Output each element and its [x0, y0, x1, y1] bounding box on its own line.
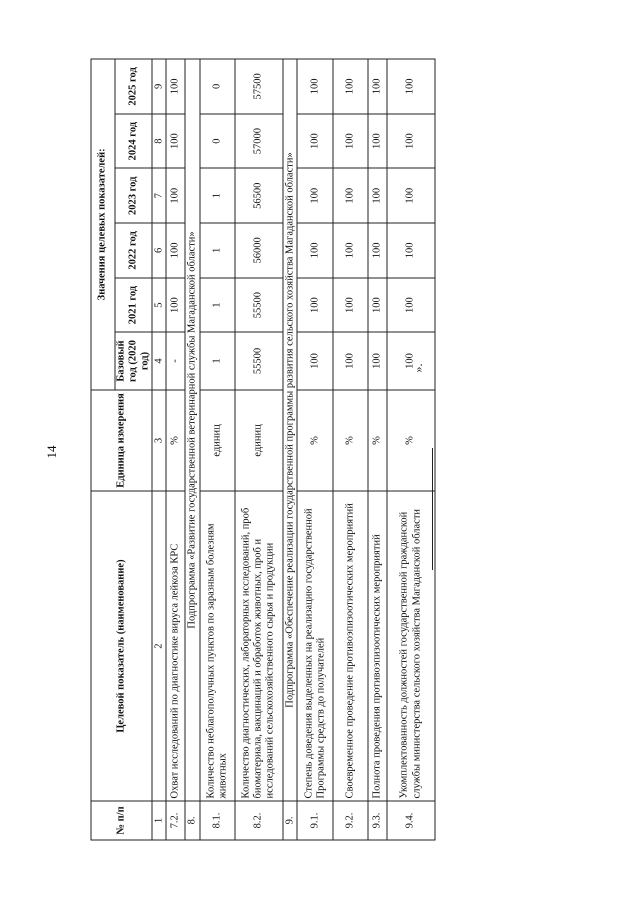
column-number: 6: [152, 223, 166, 278]
indicator-name: Охват исследований по диагностике вируса лейкоза КРС: [166, 491, 185, 801]
unit-cell: %: [387, 389, 435, 491]
year-value: 100: [297, 223, 332, 278]
year-value: 1: [199, 168, 234, 223]
year-value: 57000: [234, 113, 282, 168]
year-value: 55500: [234, 277, 282, 332]
base-value: 100: [297, 332, 332, 389]
unit-cell: %: [166, 389, 185, 491]
column-number: 5: [152, 277, 166, 332]
table-row: [166, 59, 185, 840]
year-value: 100: [166, 277, 185, 332]
year-value: 100: [297, 168, 332, 223]
unit-cell: единиц: [199, 389, 234, 491]
header-year: 2021 год: [115, 277, 152, 332]
year-value: 100: [297, 277, 332, 332]
header-base-year: Базовый год (2020 год): [115, 332, 152, 389]
column-number: 4: [152, 332, 166, 389]
indicators-table: [90, 58, 435, 840]
year-value: 100: [332, 277, 367, 332]
column-number: 7: [152, 168, 166, 223]
header-indicator: Целевой показатель (наименование): [91, 491, 152, 801]
year-value: 100: [332, 113, 367, 168]
year-value: 100: [387, 59, 435, 114]
row-number: 8.1.: [199, 800, 234, 839]
header-values-group: Значения целевых показателей:: [91, 59, 115, 390]
year-value: 100: [166, 223, 185, 278]
year-value: 56000: [234, 223, 282, 278]
indicator-name: Своевременное проведение противоэпизоотических мероприятий: [332, 491, 367, 801]
closing-quote-mark: ».: [411, 363, 425, 373]
closing-line: [432, 448, 433, 570]
page-number: 14: [44, 445, 59, 459]
section-row: [184, 59, 199, 840]
indicator-name: Количество неблагополучных пунктов по заразным болезням животных: [199, 491, 234, 801]
row-number: 9.2.: [332, 800, 367, 839]
indicator-name: Укомплектованность должностей государственной гражданской службы министерства сельского хозяйства Магаданской области: [387, 491, 435, 801]
column-number: 3: [152, 389, 166, 491]
column-number: 2: [152, 491, 166, 801]
indicators-table-rotated: [90, 58, 435, 840]
year-value: 100: [297, 59, 332, 114]
row-number: 7.2.: [166, 800, 185, 839]
column-number: 1: [152, 800, 166, 839]
unit-cell: %: [368, 389, 387, 491]
year-value: 1: [199, 277, 234, 332]
base-value: 1: [199, 332, 234, 389]
section-number: 9.: [282, 800, 297, 839]
year-value: 100: [166, 113, 185, 168]
indicator-name: Количество диагностических, лабораторных исследований, проб биоматериала, вакцинаций и обработок животных, проб и исследований сельскохозяйственного сырья и продукции: [234, 491, 282, 801]
table-row: [234, 59, 282, 840]
indicator-name: Степень доведения выделенных на реализацию государственной Программы средств до получателей: [297, 491, 332, 801]
row-number: 9.1.: [297, 800, 332, 839]
header-unit: Единица измерения: [91, 389, 152, 491]
header-num: № п/п: [91, 800, 152, 839]
unit-cell: %: [297, 389, 332, 491]
year-value: 100: [332, 168, 367, 223]
base-value: 100: [332, 332, 367, 389]
year-value: 100: [166, 59, 185, 114]
year-value: 100: [368, 223, 387, 278]
year-value: 100: [387, 277, 435, 332]
year-value: 100: [368, 168, 387, 223]
table-row: [368, 59, 387, 840]
year-value: 100: [332, 59, 367, 114]
table-row: [332, 59, 367, 840]
unit-cell: единиц: [234, 389, 282, 491]
row-number: 8.2.: [234, 800, 282, 839]
table-row: [387, 59, 435, 840]
unit-cell: %: [332, 389, 367, 491]
section-number: 8.: [184, 800, 199, 839]
row-number: 9.3.: [368, 800, 387, 839]
base-value: 100: [387, 332, 435, 389]
year-value: 100: [368, 59, 387, 114]
header-year: 2022 год: [115, 223, 152, 278]
section-title: Подпрограмма «Развитие государственной ветеринарной службы Магаданской области»: [184, 59, 199, 801]
column-numbers-row: [152, 59, 166, 840]
year-value: 0: [199, 113, 234, 168]
header-year: 2025 год: [115, 59, 152, 114]
section-row: [282, 59, 297, 840]
indicator-name: Полнота проведения противоэпизоотических мероприятий: [368, 491, 387, 801]
table-row: [297, 59, 332, 840]
base-value: -: [166, 332, 185, 389]
year-value: 100: [166, 168, 185, 223]
header-year: 2023 год: [115, 168, 152, 223]
year-value: 100: [387, 168, 435, 223]
year-value: 100: [368, 277, 387, 332]
column-number: 8: [152, 113, 166, 168]
year-value: 100: [332, 223, 367, 278]
base-value: 55500: [234, 332, 282, 389]
year-value: 100: [297, 113, 332, 168]
row-number: 9.4.: [387, 800, 435, 839]
year-value: 57500: [234, 59, 282, 114]
year-value: 100: [387, 113, 435, 168]
section-title: Подпрограмма «Обеспечение реализации государственной программы развития сельского хозяйства Магаданской области»: [282, 59, 297, 801]
column-number: 9: [152, 59, 166, 114]
header-year: 2024 год: [115, 113, 152, 168]
year-value: 56500: [234, 168, 282, 223]
table-row: [199, 59, 234, 840]
base-value: 100: [368, 332, 387, 389]
year-value: 1: [199, 223, 234, 278]
year-value: 100: [368, 113, 387, 168]
year-value: 100: [387, 223, 435, 278]
year-value: 0: [199, 59, 234, 114]
